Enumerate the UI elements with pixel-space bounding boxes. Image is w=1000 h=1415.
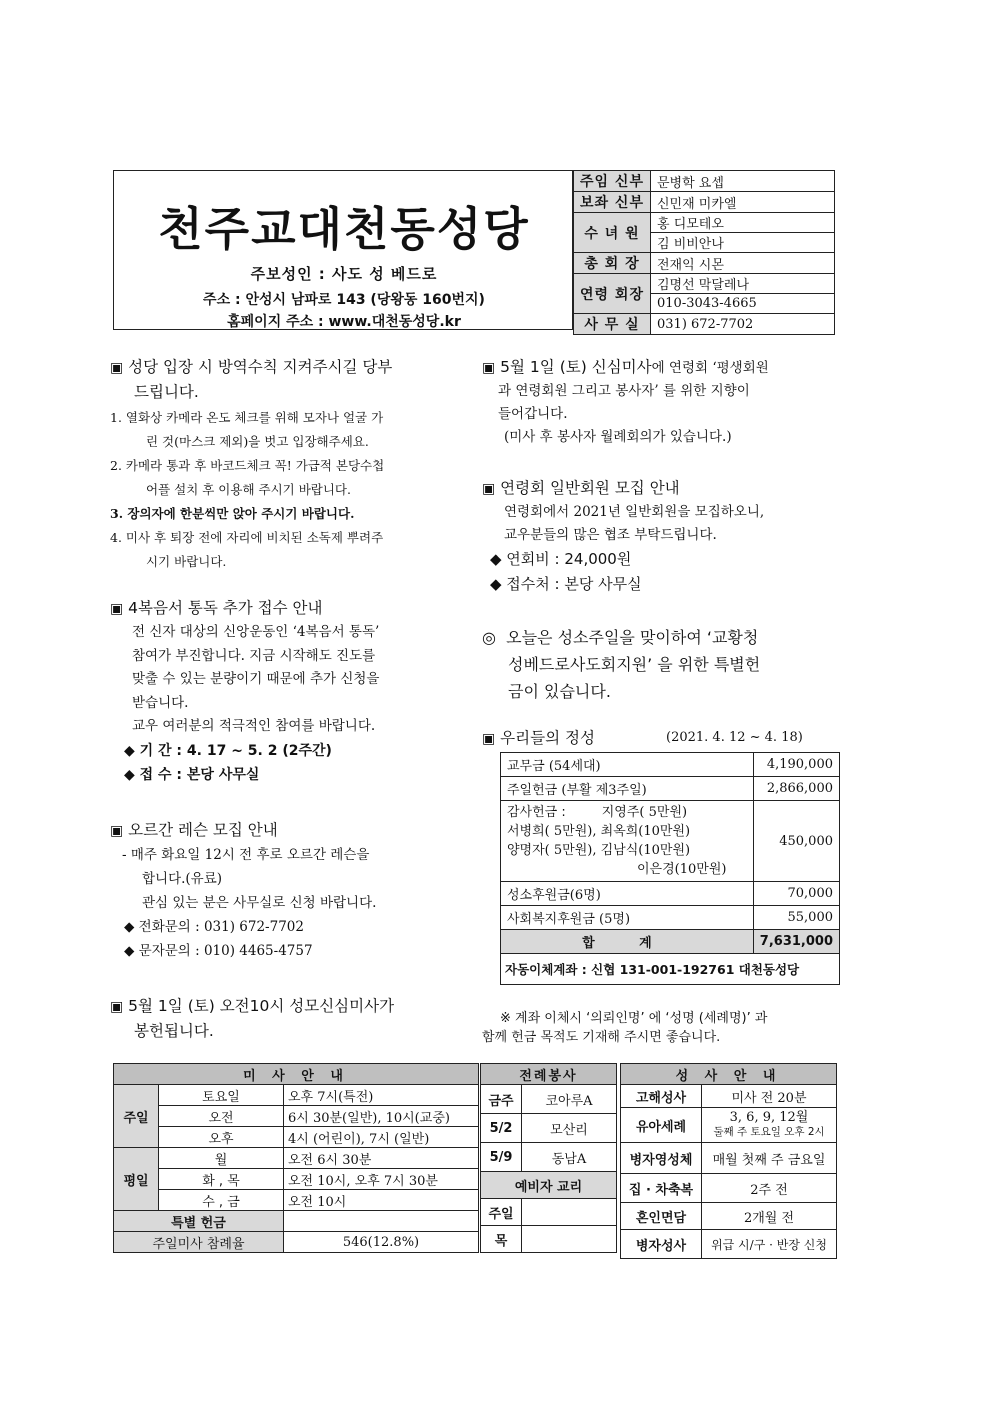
schedule-day: 오후	[159, 1127, 284, 1148]
altar-week: 금주	[481, 1085, 522, 1114]
offering-period: (2021. 4. 12 ~ 4. 18)	[666, 730, 803, 745]
altar-group: 모산리	[522, 1114, 617, 1143]
office-label: 사 무 실	[574, 314, 651, 335]
altar-group: 코아루A	[522, 1085, 617, 1114]
section-title: 5월 1일 (토) 신심미사	[500, 358, 652, 376]
office-phone: 031) 672-7702	[651, 314, 835, 335]
offering-note: (6명)	[569, 888, 601, 903]
pastor-name: 문병학 요셉	[651, 171, 835, 192]
offering-amount: 450,000	[753, 801, 839, 882]
section-title: 5월 1일 (토) 오전10시 성모신심미사가	[128, 997, 395, 1015]
list-item: 3. 장의자에 한분씩만 앉아 주시기 바랍니다.	[110, 506, 355, 521]
schedule-time: 오전 6시 30분	[284, 1148, 479, 1169]
sacrament-info: 2개월 전	[702, 1203, 837, 1230]
section-title-rest: 에 연령회 ‘평생회원	[651, 360, 769, 376]
attendance-label: 주일미사 참례율	[114, 1232, 284, 1253]
catechumen-value	[522, 1226, 617, 1253]
altar-service-table	[480, 1063, 617, 1253]
list-item: 2. 카메라 통과 후 바코드체크 꼭! 가급적 본당수첩	[110, 458, 385, 473]
text-line: 전 신자 대상의 신앙운동인 ‘4복음서 통독’	[132, 624, 380, 640]
text-line: 금이 있습니다.	[508, 682, 611, 701]
bullet-period: ◆ 기 간 : 4. 17 ~ 5. 2 (2주간)	[124, 742, 332, 759]
offering-amount: 70,000	[753, 882, 839, 906]
list-item-cont: 린 것(마스크 제외)을 벗고 입장해주세요.	[146, 434, 369, 449]
text-line: 과 연령회원 그리고 봉사자’ 를 위한 지향이	[498, 383, 750, 399]
text-line: 성베드로사도회지원’ 을 위한 특별헌	[508, 655, 761, 674]
square-marker-icon: ▣	[110, 823, 124, 839]
notice-memorial-mass	[482, 355, 842, 449]
schedule-day: 수 , 금	[159, 1190, 284, 1211]
altar-week: 5/9	[481, 1143, 522, 1172]
square-marker-icon: ▣	[110, 601, 124, 617]
catechumen-day: 목	[481, 1226, 522, 1253]
bullet-register: ◆ 접 수 : 본당 사무실	[124, 766, 260, 783]
sisters-label: 수 녀 원	[574, 213, 651, 253]
staff-table	[573, 170, 835, 335]
notice-gospel-reading	[110, 596, 470, 787]
bullet-reception: ◆ 접수처 : 본당 사무실	[490, 575, 642, 593]
text-line: 연령회에서 2021년 일반회원을 모집하오니,	[504, 504, 765, 520]
president-name: 전재익 시몬	[651, 253, 835, 274]
text-line: 참여가 부진합니다. 지금 시작해도 진도를	[132, 647, 376, 664]
attendance-value: 546(12.8%)	[284, 1232, 479, 1253]
note-line: 함께 헌금 목적도 기재해 주시면 좋습니다.	[482, 1030, 721, 1045]
union-label: 연령 회장	[574, 274, 651, 314]
sacraments-table	[620, 1063, 837, 1259]
section-title: 연령회 일반회원 모집 안내	[500, 479, 680, 497]
account-note	[482, 1009, 845, 1047]
sacrament-name: 집 · 차축복	[621, 1174, 702, 1203]
schedule-time: 6시 30분(일반), 10시(교중)	[284, 1106, 479, 1127]
section-title-cont: 드립니다.	[134, 383, 199, 401]
section-title: 우리들의 정성	[500, 729, 595, 747]
schedule-day: 토요일	[159, 1085, 284, 1106]
square-marker-icon: ▣	[482, 360, 496, 376]
offering-label: 감사헌금 :	[507, 805, 566, 820]
offering-note: (54세대)	[548, 759, 601, 774]
square-marker-icon: ▣	[110, 999, 124, 1015]
total-label: 합 계	[501, 930, 754, 954]
president-label: 총 회 장	[574, 253, 651, 274]
text-line: 교우분들의 많은 협조 부탁드립니다.	[504, 527, 717, 543]
catechumen-day: 주일	[481, 1199, 522, 1226]
schedule-time: 4시 (어린이), 7시 (일반)	[284, 1127, 479, 1148]
donor-line: 서병희( 5만원), 최옥희(10만원)	[507, 824, 691, 839]
sacrament-name: 병자성사	[621, 1230, 702, 1259]
notice-union-members	[482, 476, 842, 597]
sacraments-title: 성 사 안 내	[621, 1064, 837, 1085]
list-item-cont: 시기 바랍니다.	[146, 554, 227, 569]
note-line: ※ 계좌 이체시 ‘의뢰인명’ 에 ‘성명 (세례명)’ 과	[500, 1011, 768, 1026]
donor-line: 양명자( 5만원), 김남식(10만원)	[507, 843, 691, 858]
altar-group: 동남A	[522, 1143, 617, 1172]
schedule-time: 오전 10시	[284, 1190, 479, 1211]
text-line: (미사 후 봉사자 월례회의가 있습니다.)	[504, 429, 732, 445]
text-line: 관심 있는 분은 사무실로 신청 바랍니다.	[142, 895, 377, 911]
text-line: 교우 여러분의 적극적인 참여를 바랍니다.	[132, 718, 376, 734]
notice-vocation-sunday	[482, 624, 842, 705]
assistant-name: 신민재 미카엘	[651, 192, 835, 213]
text-line: - 매주 화요일 12시 전 후로 오르간 레슨을	[122, 847, 370, 863]
parish-title: 천주교대천동성당	[158, 202, 530, 256]
notice-marian-mass	[110, 994, 470, 1043]
union-head-name: 김명선 막달레나	[651, 274, 835, 294]
sacrament-name: 혼인면담	[621, 1203, 702, 1230]
list-item: 4. 미사 후 퇴장 전에 자리에 비치된 소독제 뿌려주	[110, 530, 384, 545]
list-item-cont: 어플 설치 후 이용해 주시기 바랍니다.	[146, 482, 351, 497]
notice-quarantine	[110, 355, 470, 574]
special-offering-value	[284, 1211, 479, 1232]
section-title: 오르간 레슨 모집 안내	[128, 821, 278, 839]
altar-service-title: 전례봉사	[481, 1064, 617, 1085]
offering-label: 주일헌금	[507, 783, 558, 798]
offering-label: 교무금	[507, 759, 545, 774]
sacrament-info: 둘째 주 토요일 오후 2시	[713, 1126, 825, 1138]
donor-line: 지영주( 5만원)	[601, 805, 688, 820]
circle-marker-icon: ◎	[482, 628, 496, 647]
schedule-time: 오후 7시(특전)	[284, 1085, 479, 1106]
text-line: 맞출 수 있는 분량이기 때문에 추가 신청을	[132, 671, 380, 687]
altar-week: 5/2	[481, 1114, 522, 1143]
section-title-cont: 봉헌됩니다.	[134, 1022, 214, 1040]
patron-saint: 주보성인 : 사도 성 베드로	[250, 265, 438, 283]
sacrament-name: 병자영성체	[621, 1143, 702, 1174]
sister-name-2: 김 비비안나	[651, 233, 835, 253]
catechumen-title: 예비자 교리	[481, 1172, 617, 1199]
bank-account: 자동이체계좌 : 신협 131-001-192761 대천동성당	[501, 954, 840, 985]
text-line: 합니다.(유료)	[142, 871, 223, 887]
square-marker-icon: ▣	[482, 481, 496, 497]
offering-note: (5명)	[599, 912, 631, 927]
sacrament-name: 고해성사	[621, 1085, 702, 1108]
bullet-sms: ◆ 문자문의 : 010) 4465-4757	[124, 943, 313, 959]
schedule-time: 오전 10시, 오후 7시 30분	[284, 1169, 479, 1190]
sister-name-1: 홍 디모테오	[651, 213, 835, 233]
schedule-day: 오전	[159, 1106, 284, 1127]
schedule-day: 월	[159, 1148, 284, 1169]
bullet-phone: ◆ 전화문의 : 031) 672-7702	[124, 919, 304, 935]
section-title: 성당 입장 시 방역수칙 지켜주시길 당부	[128, 358, 393, 376]
offering-header	[482, 726, 842, 751]
offering-amount: 4,190,000	[753, 753, 839, 777]
schedule-day: 화 , 목	[159, 1169, 284, 1190]
catechumen-value	[522, 1199, 617, 1226]
header-box	[113, 170, 573, 330]
sacrament-info: 3, 6, 9, 12월	[729, 1110, 809, 1125]
sacrament-name: 유아세례	[621, 1108, 702, 1143]
sunday-label: 주일	[114, 1085, 159, 1148]
offering-table	[500, 752, 840, 985]
mass-schedule-title: 미 사 안 내	[114, 1064, 479, 1085]
offering-label: 사회복지후원금	[507, 912, 595, 927]
assistant-label: 보좌 신부	[574, 192, 651, 213]
bullet-fee: ◆ 연회비 : 24,000원	[490, 550, 632, 568]
parish-address: 주소 : 안성시 남파로 143 (당왕동 160번지)	[203, 292, 485, 308]
offering-amount: 55,000	[753, 906, 839, 930]
section-title: 4복음서 통독 추가 접수 안내	[128, 599, 323, 617]
sacrament-info: 매월 첫째 주 금요일	[702, 1143, 837, 1174]
offering-label: 성소후원금	[507, 888, 570, 903]
offering-amount: 2,866,000	[753, 777, 839, 801]
sacrament-info: 위급 시/구 · 반장 신청	[702, 1230, 837, 1259]
text-line: 들어갑니다.	[498, 406, 568, 422]
weekday-label: 평일	[114, 1148, 159, 1211]
square-marker-icon: ▣	[110, 360, 124, 376]
text-line: 받습니다.	[132, 694, 189, 711]
homepage-address: 홈페이지 주소 : www.대천동성당.kr	[227, 314, 461, 330]
pastor-label: 주임 신부	[574, 171, 651, 192]
total-amount: 7,631,000	[753, 930, 839, 954]
offering-note: (부활 제3주일)	[561, 783, 647, 798]
sacrament-info: 2주 전	[702, 1174, 837, 1203]
sacrament-info: 미사 전 20분	[702, 1085, 837, 1108]
square-marker-icon: ▣	[482, 731, 496, 747]
donor-line: 이은경(10만원)	[637, 862, 727, 877]
mass-schedule-table	[113, 1063, 479, 1253]
special-offering-label: 특별 헌금	[114, 1211, 284, 1232]
notice-organ-lesson	[110, 818, 470, 963]
union-phone: 010-3043-4665	[651, 294, 835, 314]
list-item: 1. 열화상 카메라 온도 체크를 위해 모자나 얼굴 가	[110, 410, 384, 425]
text-line: 오늘은 성소주일을 맞이하여 ‘교황청	[506, 628, 759, 647]
